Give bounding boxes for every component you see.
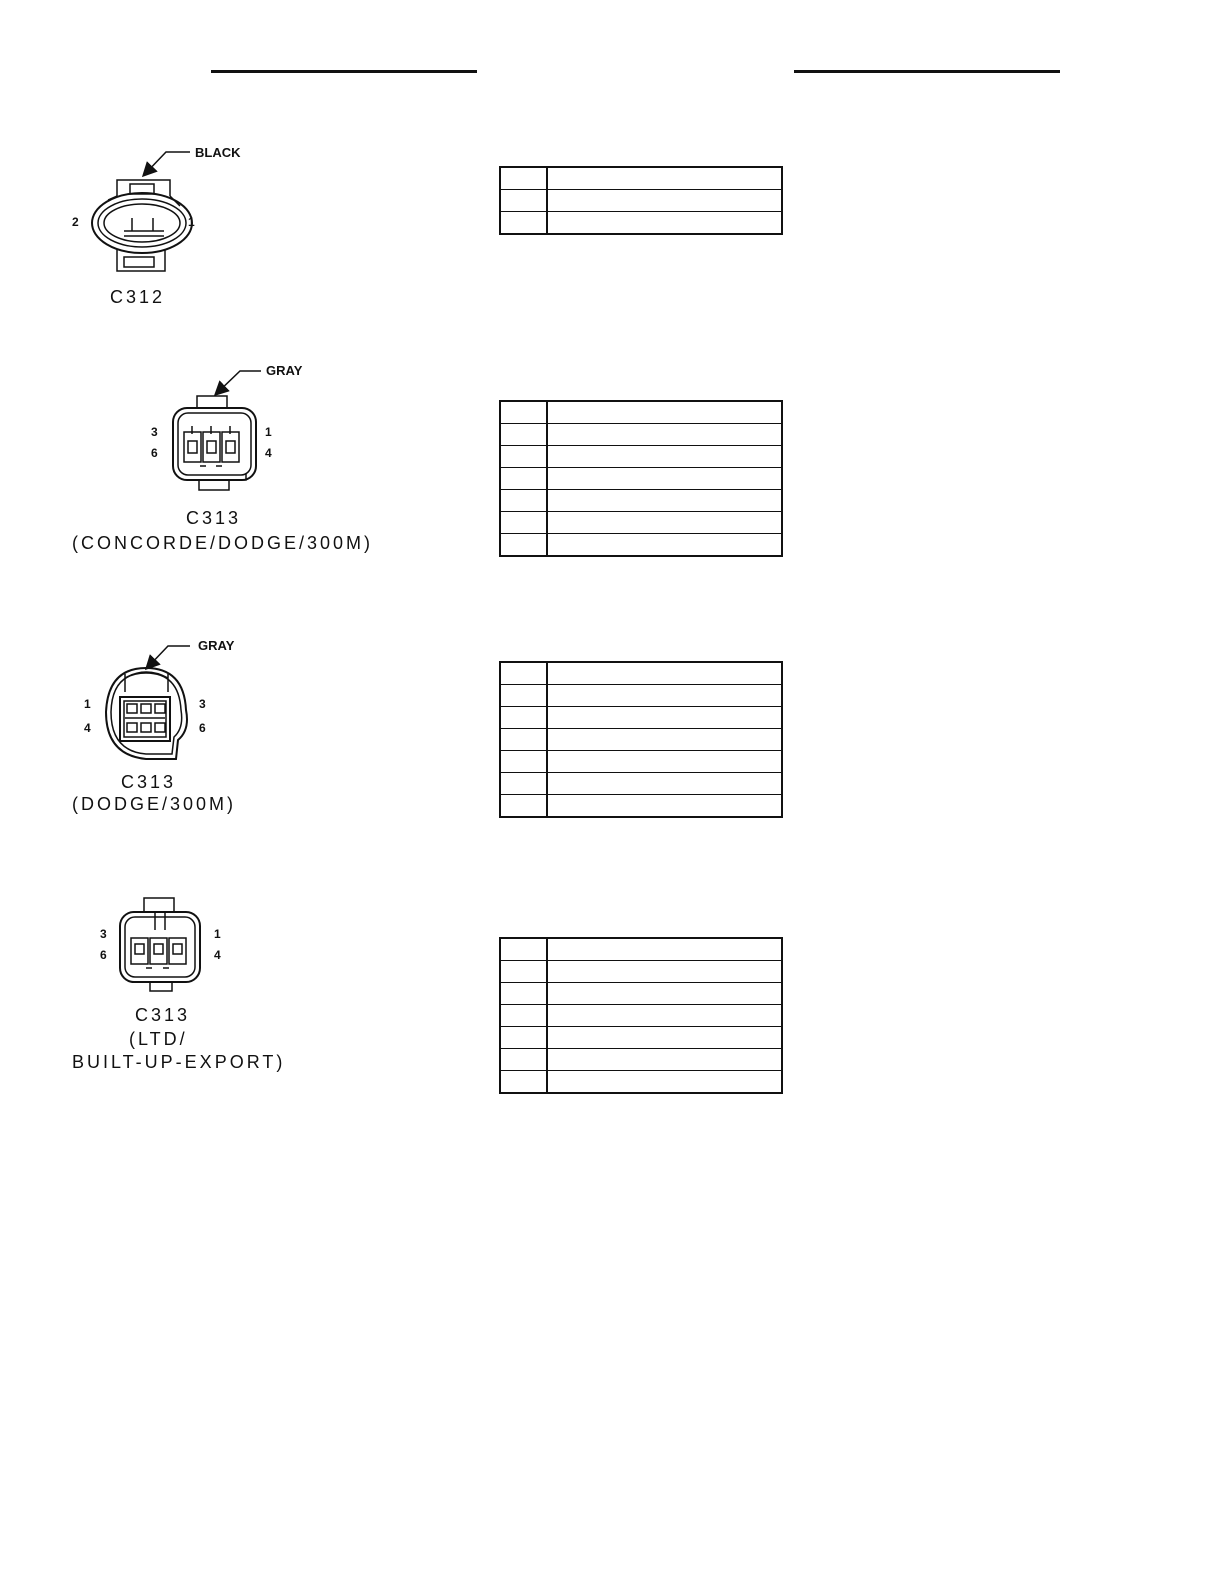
c312-pin-table bbox=[499, 166, 783, 235]
cavity-cell bbox=[500, 468, 547, 490]
c313c-pin-label: 3 bbox=[100, 927, 107, 941]
connector-c312-face-icon bbox=[92, 180, 192, 271]
function-cell bbox=[547, 983, 782, 1005]
cavity-cell bbox=[500, 512, 547, 534]
function-cell bbox=[547, 212, 782, 235]
c313-dodge-pin-table bbox=[499, 661, 783, 818]
cavity-cell bbox=[500, 1005, 547, 1027]
function-cell bbox=[547, 401, 782, 424]
function-cell bbox=[547, 961, 782, 983]
c312-color-arrow-icon bbox=[144, 152, 190, 175]
function-cell bbox=[547, 938, 782, 961]
function-cell bbox=[547, 468, 782, 490]
table-row bbox=[500, 1027, 782, 1049]
table-row bbox=[500, 685, 782, 707]
cavity-cell bbox=[500, 490, 547, 512]
c312-caption: C312 bbox=[110, 287, 166, 307]
c313c-pin-label: 6 bbox=[100, 948, 107, 962]
table-row bbox=[500, 1071, 782, 1094]
c313b-caption: C313 bbox=[121, 772, 177, 792]
table-row bbox=[500, 401, 782, 424]
function-cell bbox=[547, 795, 782, 818]
cavity-cell bbox=[500, 751, 547, 773]
cavity-cell bbox=[500, 773, 547, 795]
function-cell bbox=[547, 190, 782, 212]
c312-pin-label: 1 bbox=[188, 215, 195, 229]
table-row bbox=[500, 662, 782, 685]
cavity-cell bbox=[500, 167, 547, 190]
table-row bbox=[500, 729, 782, 751]
table-row bbox=[500, 1049, 782, 1071]
c313a-variant-caption: (CONCORDE/DODGE/300M) bbox=[72, 533, 374, 553]
c313a-pin-label: 6 bbox=[151, 446, 158, 460]
c313a-color-arrow-icon bbox=[216, 371, 261, 394]
table-row bbox=[500, 490, 782, 512]
connector-c313-ltd-face-icon bbox=[120, 898, 200, 991]
c313c-pin-label: 1 bbox=[214, 927, 221, 941]
function-cell bbox=[547, 424, 782, 446]
c313c-variant-caption: BUILT-UP-EXPORT) bbox=[72, 1052, 286, 1072]
function-cell bbox=[547, 512, 782, 534]
connector-c313-concorde-face-icon bbox=[173, 396, 256, 490]
c312-color-label: BLACK bbox=[195, 145, 241, 160]
c313b-pin-label: 6 bbox=[199, 721, 206, 735]
function-cell bbox=[547, 1071, 782, 1094]
function-cell bbox=[547, 446, 782, 468]
table-row bbox=[500, 961, 782, 983]
c313b-color-arrow-icon bbox=[147, 646, 190, 668]
cavity-cell bbox=[500, 729, 547, 751]
function-cell bbox=[547, 751, 782, 773]
function-cell bbox=[547, 167, 782, 190]
cavity-cell bbox=[500, 1049, 547, 1071]
table-row bbox=[500, 751, 782, 773]
c313a-pin-label: 3 bbox=[151, 425, 158, 439]
cavity-cell bbox=[500, 446, 547, 468]
table-row bbox=[500, 167, 782, 190]
c313c-caption: C313 bbox=[135, 1005, 191, 1025]
c313b-color-label: GRAY bbox=[198, 638, 235, 653]
table-row bbox=[500, 190, 782, 212]
function-cell bbox=[547, 1005, 782, 1027]
c313c-pin-label: 4 bbox=[214, 948, 221, 962]
function-cell bbox=[547, 1049, 782, 1071]
cavity-cell bbox=[500, 662, 547, 685]
function-cell bbox=[547, 707, 782, 729]
function-cell bbox=[547, 729, 782, 751]
c313b-variant-caption: (DODGE/300M) bbox=[72, 794, 237, 814]
table-row bbox=[500, 468, 782, 490]
cavity-cell bbox=[500, 795, 547, 818]
c313a-caption: C313 bbox=[186, 508, 242, 528]
table-row bbox=[500, 707, 782, 729]
c313a-color-label: GRAY bbox=[266, 363, 303, 378]
function-cell bbox=[547, 685, 782, 707]
table-row bbox=[500, 938, 782, 961]
c313-concorde-pin-table bbox=[499, 400, 783, 557]
cavity-cell bbox=[500, 424, 547, 446]
c313b-pin-label: 4 bbox=[84, 721, 91, 735]
c312-pin-label: 2 bbox=[72, 215, 79, 229]
table-row bbox=[500, 983, 782, 1005]
cavity-cell bbox=[500, 938, 547, 961]
function-cell bbox=[547, 662, 782, 685]
table-row bbox=[500, 512, 782, 534]
table-row bbox=[500, 773, 782, 795]
table-row bbox=[500, 1005, 782, 1027]
c313a-pin-label: 1 bbox=[265, 425, 272, 439]
connector-c313-dodge-face-icon bbox=[106, 668, 187, 759]
table-row bbox=[500, 446, 782, 468]
table-row bbox=[500, 212, 782, 235]
cavity-cell bbox=[500, 983, 547, 1005]
function-cell bbox=[547, 490, 782, 512]
c313c-variant-caption: (LTD/ bbox=[129, 1029, 188, 1049]
cavity-cell bbox=[500, 212, 547, 235]
table-row bbox=[500, 534, 782, 557]
cavity-cell bbox=[500, 1027, 547, 1049]
c313-ltd-pin-table bbox=[499, 937, 783, 1094]
c313b-pin-label: 1 bbox=[84, 697, 91, 711]
cavity-cell bbox=[500, 1071, 547, 1094]
table-row bbox=[500, 795, 782, 818]
cavity-cell bbox=[500, 401, 547, 424]
table-row bbox=[500, 424, 782, 446]
function-cell bbox=[547, 773, 782, 795]
cavity-cell bbox=[500, 190, 547, 212]
c313b-pin-label: 3 bbox=[199, 697, 206, 711]
function-cell bbox=[547, 534, 782, 557]
c313a-pin-label: 4 bbox=[265, 446, 272, 460]
cavity-cell bbox=[500, 707, 547, 729]
cavity-cell bbox=[500, 961, 547, 983]
cavity-cell bbox=[500, 685, 547, 707]
cavity-cell bbox=[500, 534, 547, 557]
function-cell bbox=[547, 1027, 782, 1049]
